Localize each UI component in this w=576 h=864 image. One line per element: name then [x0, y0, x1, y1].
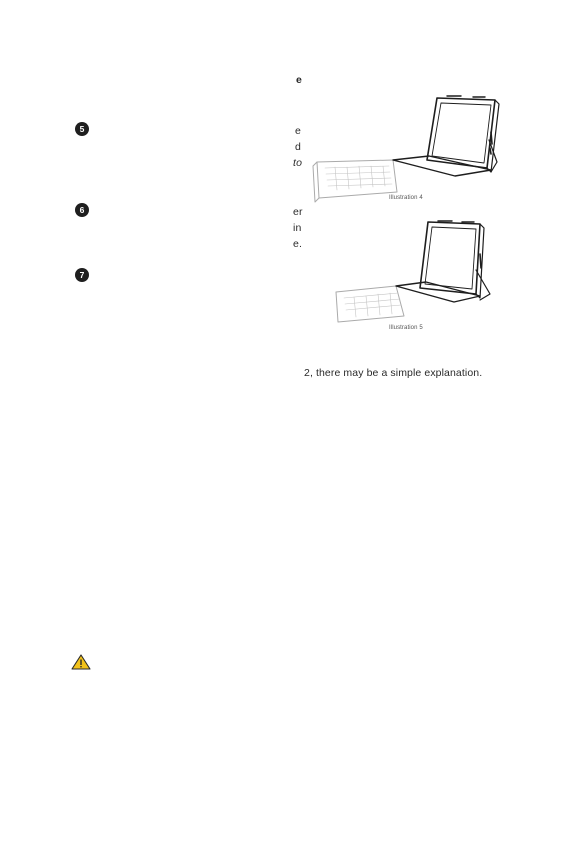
step-6-text-line-3: e. — [293, 238, 303, 250]
illustration-4-caption: Illustration 4 — [389, 195, 423, 201]
heading-fragment: e — [296, 74, 303, 86]
illustration-5-caption: Illustration 5 — [389, 325, 423, 331]
step-6-text-line-1: er — [293, 206, 303, 218]
step-7-badge: 7 — [75, 268, 89, 282]
illustration-5-tablet-keyboard-stand — [330, 218, 500, 328]
step-5-text-line-1: e — [295, 125, 302, 137]
illustration-4-tablet-keyboard-stand — [305, 90, 505, 208]
step-6-badge: 6 — [75, 203, 89, 217]
step-5-text-line-2: d — [295, 141, 302, 153]
step-5-text-line-3: to — [293, 157, 303, 169]
step-6-text-line-2: in — [293, 222, 302, 234]
warning-triangle-icon — [71, 654, 91, 670]
step-5-badge: 5 — [75, 122, 89, 136]
troubleshooting-text: 2, there may be a simple explanation. — [304, 367, 483, 379]
